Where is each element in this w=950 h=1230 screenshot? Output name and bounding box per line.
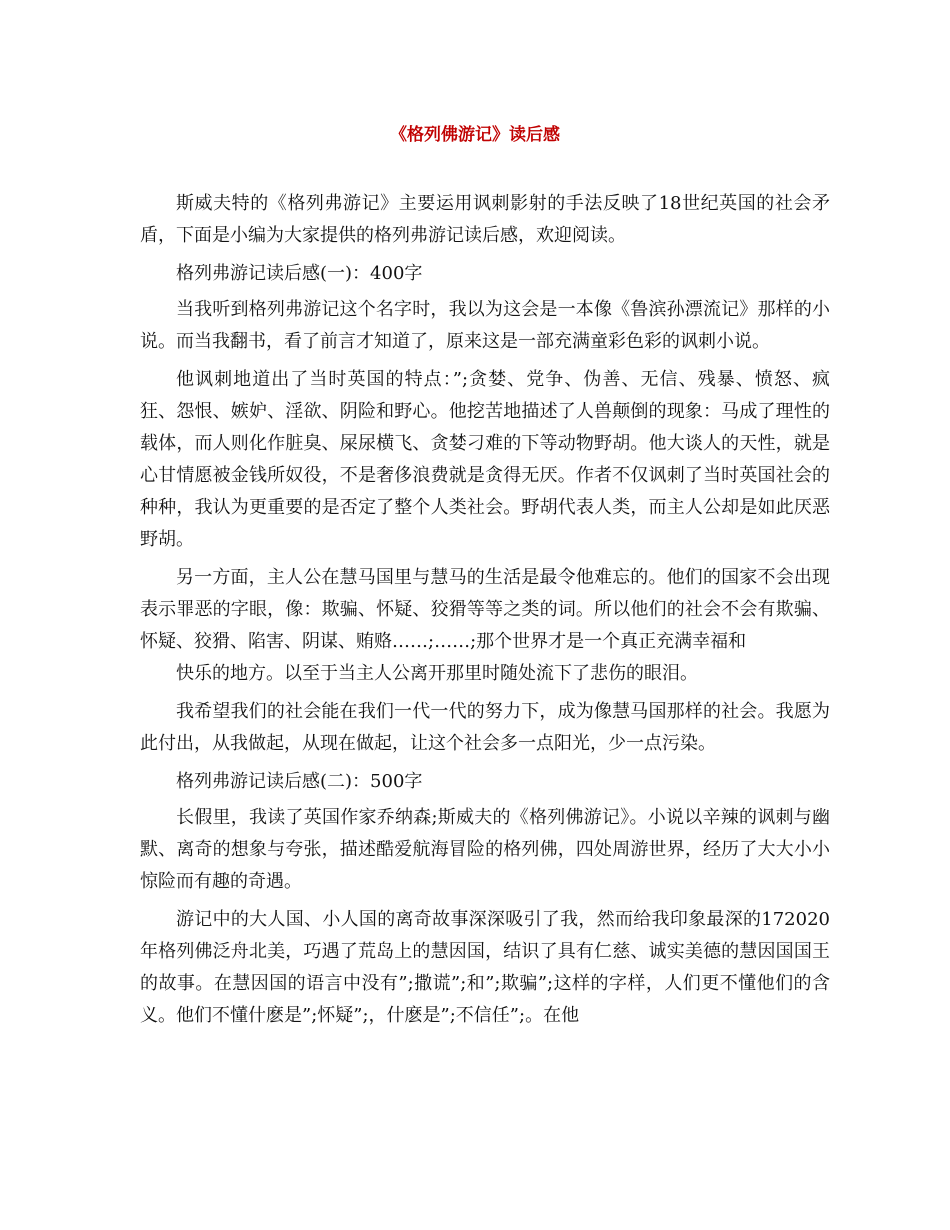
- paragraph-5: 我希望我们的社会能在我们一代一代的努力下，成为像慧马国那样的社会。我愿为此付出，从我做起，从现在做起，让这个社会多一点阳光，少一点污染。: [140, 701, 830, 754]
- paragraph-2: 他讽刺地道出了当时英国的特点：”;贪婪、党争、伪善、无信、残暴、愤怒、疯狂、怨恨、嫉妒、淫欲、阴险和野心。他挖苦地描述了人兽颠倒的现象：马成了理性的载体，而人则化作脏臭、屎尿横飞、贪婪刁难的下等动物野胡。他大谈人的天性，就是心甘情愿被金钱所奴役，不是奢侈浪费就是贪得无厌。作者不仅讽刺了当时英国社会的种种，我认为更重要的是否定了整个人类社会。野胡代表人类，而主人公却是如此厌恶野胡。: [140, 369, 830, 550]
- paragraph-6: 长假里，我读了英国作家乔纳森;斯威夫的《格列佛游记》。小说以辛辣的讽刺与幽默、离奇的想象与夸张，描述酷爱航海冒险的格列佛，四处周游世界，经历了大大小小惊险而有趣的奇遇。: [140, 807, 830, 892]
- document-body: [140, 188, 830, 1038]
- paragraph-1: 当我听到格列弗游记这个名字时，我以为这会是一本像《鲁滨孙漂流记》那样的小说。而当我翻书，看了前言才知道了，原来这是一部充满童彩色彩的讽刺小说。: [140, 299, 830, 352]
- paragraph-intro: 斯威夫特的《格列弗游记》主要运用讽刺影射的手法反映了18世纪英国的社会矛盾，下面是小编为大家提供的格列弗游记读后感，欢迎阅读。: [140, 193, 830, 246]
- document-title: 《格列佛游记》读后感: [390, 125, 560, 145]
- paragraph-7: 游记中的大人国、小人国的离奇故事深深吸引了我，然而给我印象最深的172020年格列佛泛舟北美，巧遇了荒岛上的慧因国，结识了具有仁慈、诚实美德的慧因国国王的故事。在慧因国的语言中没有”;撒谎”;和”;欺骗”;这样的字样，人们更不懂他们的含义。他们不懂什麽是”;怀疑”;，什麽是”;不信任”;。在他: [140, 909, 830, 1026]
- paragraph-4: 快乐的地方。以至于当主人公离开那里时随处流下了悲伤的眼泪。: [176, 663, 698, 684]
- section-heading-1: 格列弗游记读后感(一)：400字: [176, 263, 423, 284]
- paragraph-3: 另一方面，主人公在慧马国里与慧马的生活是最令他难忘的。他们的国家不会出现表示罪恶的字眼，像：欺骗、怀疑、狡猾等等之类的词。所以他们的社会不会有欺骗、怀疑、狡猾、陷害、阴谋、贿赂……;……;那个世界才是一个真正充满幸福和: [140, 567, 830, 652]
- section-heading-2: 格列弗游记读后感(二)：500字: [176, 771, 423, 792]
